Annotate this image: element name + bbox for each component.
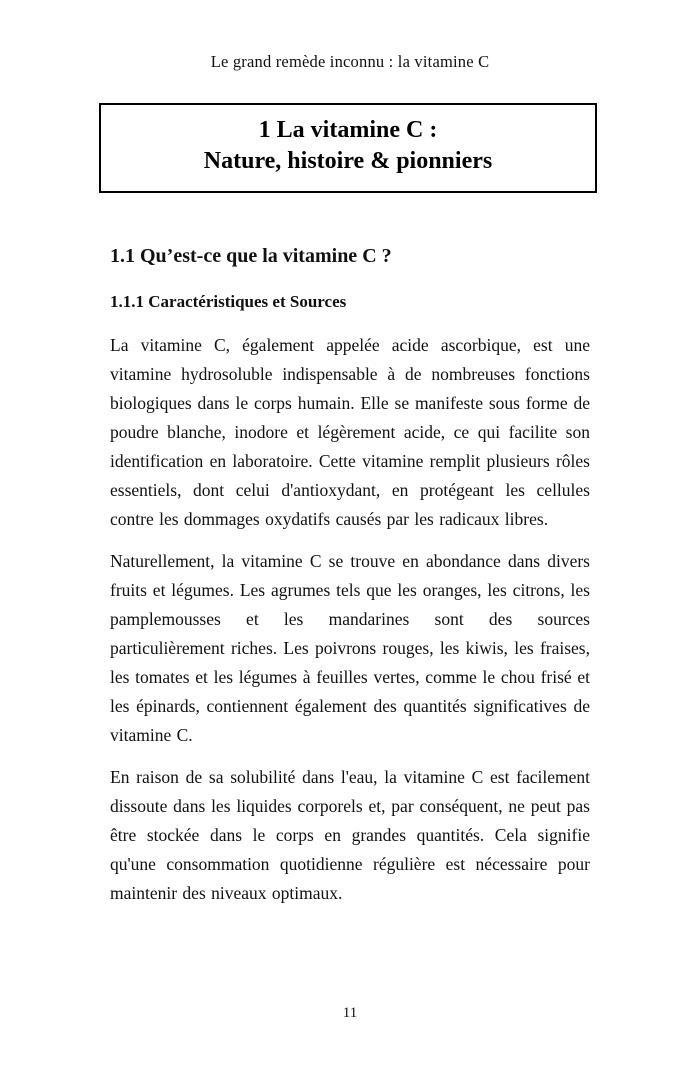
chapter-title-line-2: Nature, histoire & pionniers: [203, 148, 493, 174]
subsection-heading: 1.1.1 Caractéristiques et Sources: [110, 292, 347, 311]
paragraph-characteristics: La vitamine C, également appelée acide ascorbique, est une vitamine hydrosoluble indispensable à de nombreuses fonctions biologiques dans le corps humain. Elle se manifeste sous forme de poudre blanche, inodore et légèrement acide, ce qui facilite son identification en laboratoire. Cette vitamine remplit plusieurs rôles essentiels, dont celui d'antioxydant, en protégeant les cellules contre les dommages oxydatifs causés par les radicaux libres.: [110, 335, 590, 529]
paragraph-sources: Naturellement, la vitamine C se trouve en abondance dans divers fruits et légumes. Les agrumes tels que les oranges, les citrons, les pamplemousses et les mandarines sont des sources particulièrement riches. Les poivrons rouges, les kiwis, les fraises, les tomates et les légumes à feuilles vertes, comme le chou frisé et les épinards, contiennent également des quantités significatives de vitamine C.: [110, 551, 590, 745]
chapter-title-box: [99, 103, 597, 193]
page-content: [110, 243, 590, 921]
chapter-title-line-1: 1 La vitamine C :: [258, 117, 438, 143]
paragraph-solubility: En raison de sa solubilité dans l'eau, la vitamine C est facilement dissoute dans les liquides corporels et, par conséquent, ne peut pas être stockée dans le corps en grandes quantités. Cela signifie qu'une consommation quotidienne régulière est nécessaire pour maintenir des niveaux optimaux.: [110, 767, 590, 903]
section-heading: 1.1 Qu’est-ce que la vitamine C ?: [110, 245, 392, 267]
running-header: Le grand remède inconnu : la vitamine C: [210, 52, 490, 71]
page-number: 11: [342, 1005, 358, 1021]
